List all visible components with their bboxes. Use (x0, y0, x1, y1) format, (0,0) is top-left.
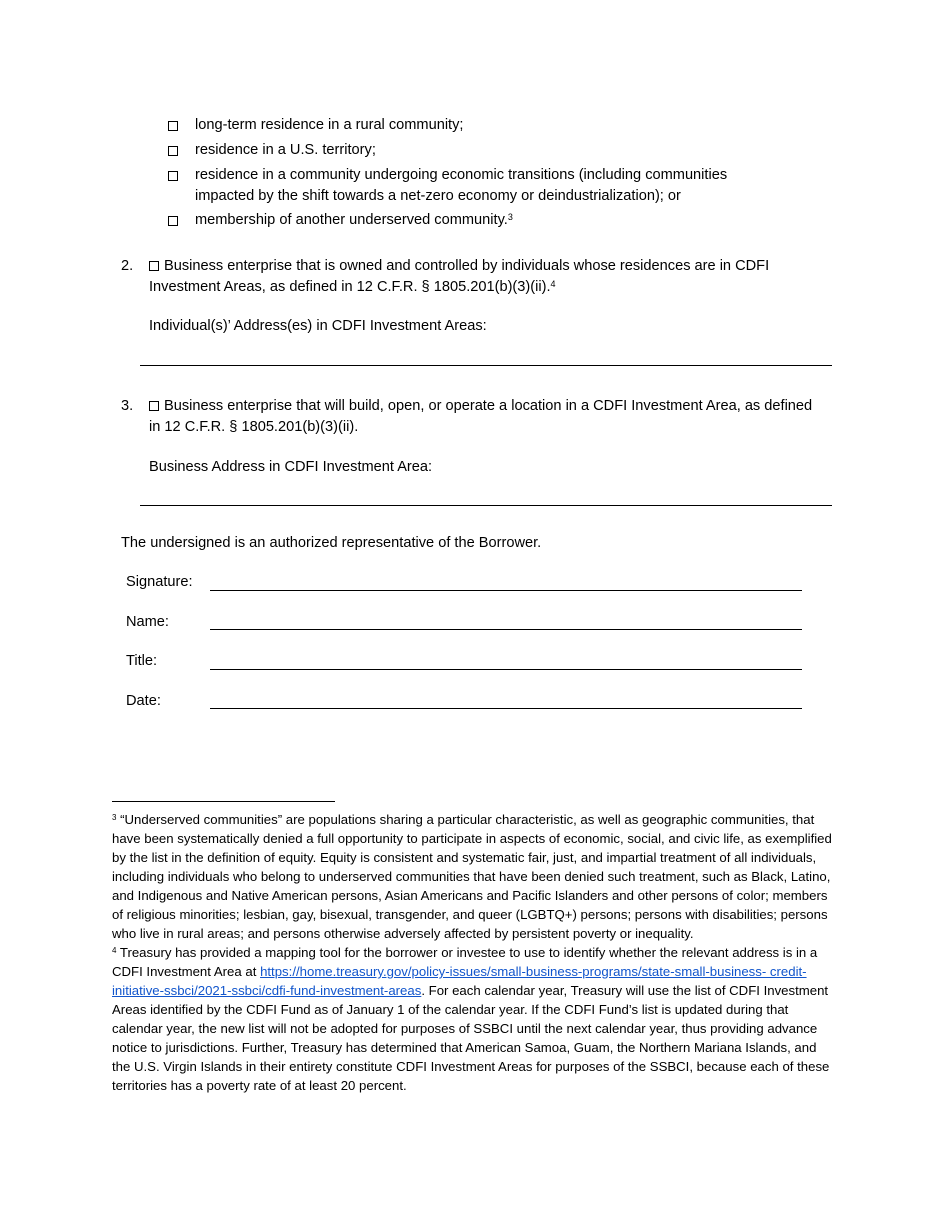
checklist-item-economic-transition: residence in a community undergoing economic transitions (including communities impacted by the shift towards a net-zero economy or deindustrialization); or (195, 167, 728, 204)
checkbox-economic-transition[interactable] (168, 167, 178, 188)
title-label: Title: (126, 653, 158, 669)
checklist-item-underserved (195, 210, 795, 231)
checkbox-rural[interactable] (168, 117, 178, 138)
footnote-separator (112, 801, 335, 802)
footnote-ref-4[interactable]: 4 (550, 279, 556, 289)
footnote-4 (112, 943, 838, 1095)
title-line[interactable] (210, 669, 802, 670)
signature-line[interactable] (210, 590, 802, 591)
signature-label: Signature: (126, 574, 193, 590)
item-3-address-line[interactable] (140, 505, 832, 506)
checklist-item-underserved-text: membership of another underserved community. (195, 212, 508, 228)
item-2-text (149, 256, 789, 298)
footnote-4-mark: 4 (112, 946, 117, 955)
checklist-item-territory: residence in a U.S. territory; (195, 142, 376, 158)
checklist-item-rural: long-term residence in a rural community; (195, 117, 464, 133)
item-3-description: Business enterprise that will build, open, or operate a location in a CDFI Investment Area, as defined in 12 C.F.R. § 1805.201(b)(3)(ii). (149, 398, 813, 435)
item-2-field-label: Individual(s)’ Address(es) in CDFI Investment Areas: (149, 318, 487, 334)
item-2-number: 2. (121, 258, 134, 274)
footnote-4-text-before: Treasury has provided a mapping tool for the borrower or investee to use to identify whether the relevant address is in a CDFI Investment Area at (112, 945, 818, 979)
item-3-text (149, 396, 814, 438)
item-3-number: 3. (121, 398, 134, 414)
name-line[interactable] (210, 629, 802, 630)
item-2-address-line[interactable] (140, 365, 832, 366)
name-label: Name: (126, 614, 169, 630)
date-line[interactable] (210, 708, 802, 709)
date-label: Date: (126, 693, 161, 709)
checkbox-territory[interactable] (168, 142, 178, 163)
item-2-description: Business enterprise that is owned and controlled by individuals whose residences are in CDFI Investment Areas, as defined in 12 C.F.R. § 1805.201(b)(3)(ii). (149, 258, 770, 295)
footnotes (112, 810, 838, 1095)
signature-intro: The undersigned is an authorized representative of the Borrower. (121, 535, 542, 551)
footnote-3 (112, 810, 838, 943)
item-2-checkbox[interactable] (149, 261, 159, 271)
footnote-3-mark: 3 (112, 813, 117, 822)
item-3-field-label: Business Address in CDFI Investment Area: (149, 459, 433, 475)
cdfi-investment-areas-link[interactable]: https://home.treasury.gov/policy-issues/small-business-programs/state-small-business- credit-initiative-ssbci/2021-ssbci/cdfi-fund-investment-areas (112, 964, 807, 998)
footnote-ref-3[interactable]: 3 (507, 212, 513, 222)
footnote-4-text-after: . For each calendar year, Treasury will use the list of CDFI Investment Areas identified by the CDFI Fund as of January 1 of the calendar year. If the CDFI Fund’s list is updated during that calendar year, the new list will not be adopted for purposes of SSBCI until the next calendar year, thus providing advance notice to jurisdictions. Further, Treasury has determined that American Samoa, Guam, the Northern Mariana Islands, and the U.S. Virgin Islands in their entirety constitute CDFI Investment Areas for purposes of the SSBCI, because each of these territories has a poverty rate of at least 20 percent. (112, 983, 830, 1093)
footnote-3-text: “Underserved communities” are populations sharing a particular characteristic, as well as geographic communities, that have been systematically denied a full opportunity to participate in aspects of economic, social, and civic life, as exemplified by the list in the definition of equity. Equity is consistent and systematic fair, just, and impartial treatment of all individuals, including individuals who belong to underserved communities that have been denied such treatment, such as Black, Latino, and Indigenous and Native American persons, Asian Americans and Pacific Islanders and other persons of color; members of religious minorities; lesbian, gay, bisexual, transgender, and queer (LGBTQ+) persons; persons with disabilities; persons who live in rural areas; and persons otherwise adversely affected by persistent poverty or inequality. (112, 812, 832, 941)
checkbox-underserved[interactable] (168, 212, 178, 233)
item-3-checkbox[interactable] (149, 401, 159, 411)
